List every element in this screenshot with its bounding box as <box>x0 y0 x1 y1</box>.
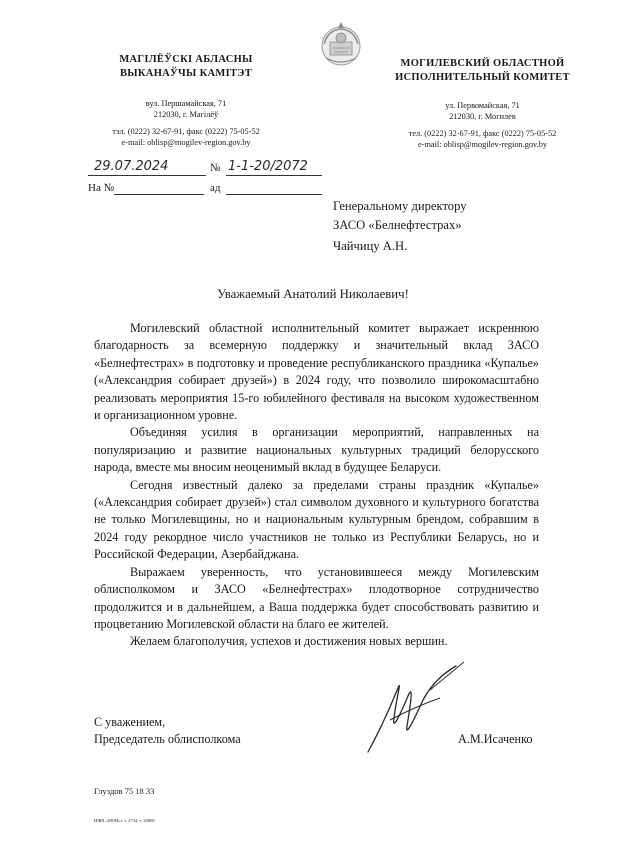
signatory-position: Председатель облисполкома <box>94 732 241 746</box>
addressee-position: Генеральному директору <box>333 199 467 213</box>
header-left <box>86 53 286 148</box>
registration-block <box>88 160 328 200</box>
closing-block <box>94 714 314 748</box>
print-code: ИЖП «МОН»г. з. 2734, т. 20000 <box>94 818 155 823</box>
handwritten-signature <box>360 660 470 760</box>
address-city-by: 212030, г. Магілёў <box>153 110 219 119</box>
date-underline <box>88 175 206 176</box>
org-title-ru-line1: МОГИЛЕВСКИЙ ОБЛАСТНОЙ <box>400 58 565 69</box>
addressee-block <box>333 197 553 256</box>
registration-date: 29.07.2024 <box>94 159 169 174</box>
salutation: Уважаемый Анатолий Николаевич! <box>217 287 409 301</box>
executor-contact: Глуздов 75 18 33 <box>94 786 155 796</box>
paragraph-1: Могилевский областной исполнительный комитет выражает искреннюю благодарность за всемерную поддержку и значительный вклад ЗАСО «Белнефтестрах» в подготовку и проведение республиканского праздника «Купалье» («Александрия собирает друзей») в 2024 году, что позволило широкомасштабно реализовать мероприятия 15-го юбилейного фестиваля на высоком художественном и организационном уровне. <box>94 321 539 423</box>
registration-number: 1-1-20/2072 <box>228 159 308 174</box>
phone-fax-by: тэл. (0222) 32-67-91, факс (0222) 75-05-52 <box>112 127 260 136</box>
reference-label: На № <box>88 182 115 194</box>
reference-underline <box>114 194 204 195</box>
addressee-organization: ЗАСО «Белнефтестрах» <box>333 218 462 232</box>
letter-body <box>94 320 539 651</box>
paragraph-4: Выражаем уверенность, что установившееся между Могилевским облисполкомом и ЗАСО «Белнефтестрах» плодотворное сотрудничество продолжится и в дальнейшем, а Ваша поддержка будет способствовать развитию и процветанию Могилевской области на благо ее жителей. <box>94 564 539 631</box>
phone-fax-ru: тел. (0222) 32-67-91, факс (0222) 75-05-52 <box>408 129 557 138</box>
address-street-ru: ул. Первомайская, 71 <box>445 101 520 110</box>
email-ru[interactable]: e-mail: oblisp@mogilev-region.gov.by <box>418 140 547 149</box>
reference-from-label: ад <box>210 182 221 194</box>
header-right <box>375 57 590 150</box>
closing-regards: С уважением, <box>94 715 166 729</box>
number-label: № <box>210 162 221 174</box>
org-title-by-line2: ВЫКАНАЎЧЫ КАМІТЭТ <box>119 68 253 79</box>
coat-of-arms-emblem <box>318 20 364 68</box>
reference-from-underline <box>226 194 322 195</box>
email-by[interactable]: e-mail: oblisp@mogilev-region.gov.by <box>121 138 251 147</box>
org-title-ru-line2: ИСПОЛНИТЕЛЬНЫЙ КОМИТЕТ <box>395 72 570 83</box>
paragraph-5: Желаем благополучия, успехов и достижения новых вершин. <box>130 634 448 649</box>
paragraph-3: Сегодня известный далеко за пределами страны праздник «Купалье» («Александрия собирает друзей») стал символом духовного и культурного богатства не только Могилевщины, но и национальным культурным брендом, собравшим в 2024 году рекордное число участников не только из Республики Беларусь, но и Российской Федерации, Азербайджана. <box>94 477 539 562</box>
org-title-by-line1: МАГІЛЁЎСКІ АБЛАСНЫ <box>119 54 253 65</box>
number-underline <box>226 175 322 176</box>
addressee-name: Чайчицу А.Н. <box>333 239 408 253</box>
signatory-name: А.М.Исаченко <box>458 732 533 746</box>
address-city-ru: 212030, г. Могилев <box>449 112 516 121</box>
paragraph-2: Объединяя усилия в организации мероприятий, направленных на популяризацию и развитие национальных культурных традиций белорусского народа, вместе мы вносим неоценимый вклад в будущее Беларуси. <box>94 425 539 475</box>
address-street-by: вул. Першамайская, 71 <box>145 99 227 108</box>
